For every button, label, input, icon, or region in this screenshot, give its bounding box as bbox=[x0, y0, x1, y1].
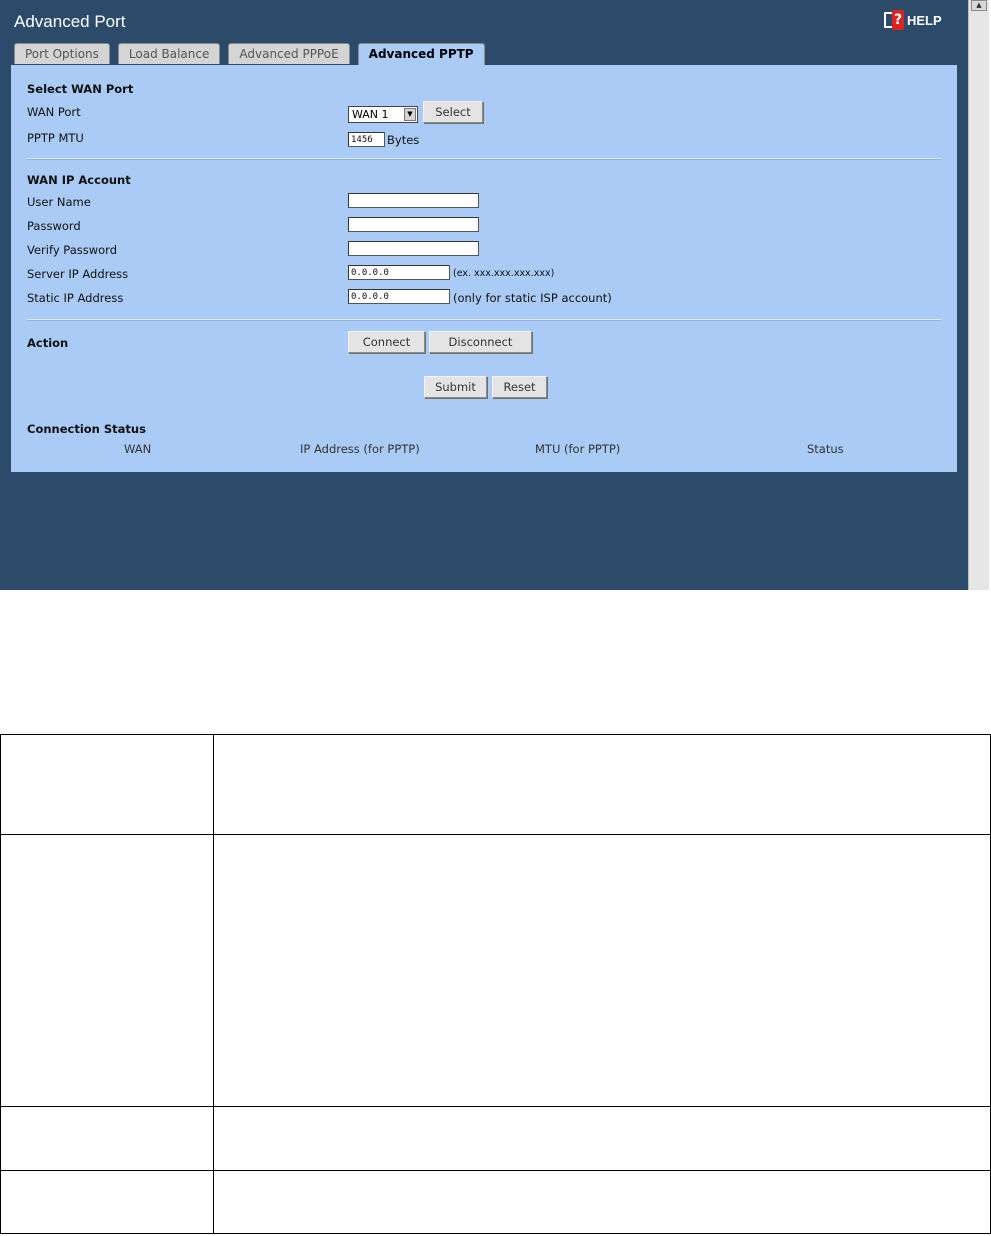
disconnect-button[interactable]: Disconnect bbox=[429, 331, 532, 353]
verify-password-input[interactable] bbox=[348, 241, 479, 256]
scroll-up-arrow-icon[interactable]: ▲ bbox=[971, 0, 987, 11]
help-icon: ? bbox=[884, 12, 895, 28]
chevron-down-icon: ▼ bbox=[404, 108, 416, 121]
pptp-mtu-label: PPTP MTU bbox=[27, 131, 84, 145]
user-name-input[interactable] bbox=[348, 193, 479, 208]
help-label: HELP bbox=[907, 12, 942, 28]
table-cell bbox=[0, 834, 214, 1107]
advanced-port-window bbox=[0, 0, 968, 590]
table-cell bbox=[213, 834, 991, 1107]
reset-button[interactable]: Reset bbox=[492, 376, 547, 398]
tab-load-balance[interactable]: Load Balance bbox=[118, 43, 220, 64]
status-column-status: Status bbox=[807, 442, 844, 456]
status-column-ip-address: IP Address (for PPTP) bbox=[300, 442, 420, 456]
server-ip-label: Server IP Address bbox=[27, 267, 129, 281]
select-button[interactable]: Select bbox=[423, 101, 483, 123]
vertical-scrollbar[interactable] bbox=[968, 0, 989, 590]
wan-port-select[interactable] bbox=[348, 106, 418, 123]
server-ip-hint: (ex. xxx.xxx.xxx.xxx) bbox=[453, 268, 555, 279]
verify-password-label: Verify Password bbox=[27, 243, 117, 257]
description-table bbox=[0, 734, 991, 1234]
section-heading-wan-ip-account: WAN IP Account bbox=[27, 173, 131, 187]
pptp-mtu-unit: Bytes bbox=[387, 133, 420, 147]
table-cell bbox=[213, 1170, 991, 1234]
user-name-label: User Name bbox=[27, 195, 91, 209]
server-ip-input[interactable] bbox=[348, 265, 450, 280]
wan-port-label: WAN Port bbox=[27, 105, 81, 119]
submit-button[interactable]: Submit bbox=[424, 376, 487, 398]
tab-advanced-pptp[interactable]: Advanced PPTP bbox=[358, 43, 485, 66]
table-cell bbox=[0, 1106, 214, 1171]
help-button[interactable] bbox=[884, 12, 942, 28]
divider bbox=[27, 319, 941, 321]
settings-panel bbox=[11, 65, 957, 472]
table-cell bbox=[0, 1170, 214, 1234]
static-ip-hint: (only for static ISP account) bbox=[453, 291, 612, 305]
table-cell bbox=[213, 1106, 991, 1171]
tab-bar bbox=[14, 43, 493, 65]
pptp-mtu-input[interactable] bbox=[348, 132, 385, 147]
section-heading-select-wan-port: Select WAN Port bbox=[27, 82, 134, 96]
section-heading-action: Action bbox=[27, 336, 69, 350]
divider bbox=[27, 158, 941, 160]
static-ip-label: Static IP Address bbox=[27, 291, 124, 305]
table-cell bbox=[213, 734, 991, 835]
tab-port-options[interactable]: Port Options bbox=[14, 43, 110, 64]
status-column-wan: WAN bbox=[124, 442, 152, 456]
status-column-mtu: MTU (for PPTP) bbox=[535, 442, 621, 456]
connect-button[interactable]: Connect bbox=[348, 331, 425, 353]
static-ip-input[interactable] bbox=[348, 289, 450, 304]
password-input[interactable] bbox=[348, 217, 479, 232]
table-cell bbox=[0, 734, 214, 835]
tab-advanced-pppoe[interactable]: Advanced PPPoE bbox=[228, 43, 349, 64]
section-heading-connection-status: Connection Status bbox=[27, 422, 146, 436]
wan-port-select-value: WAN 1 bbox=[352, 108, 389, 121]
password-label: Password bbox=[27, 219, 81, 233]
page-title: Advanced Port bbox=[14, 12, 126, 31]
